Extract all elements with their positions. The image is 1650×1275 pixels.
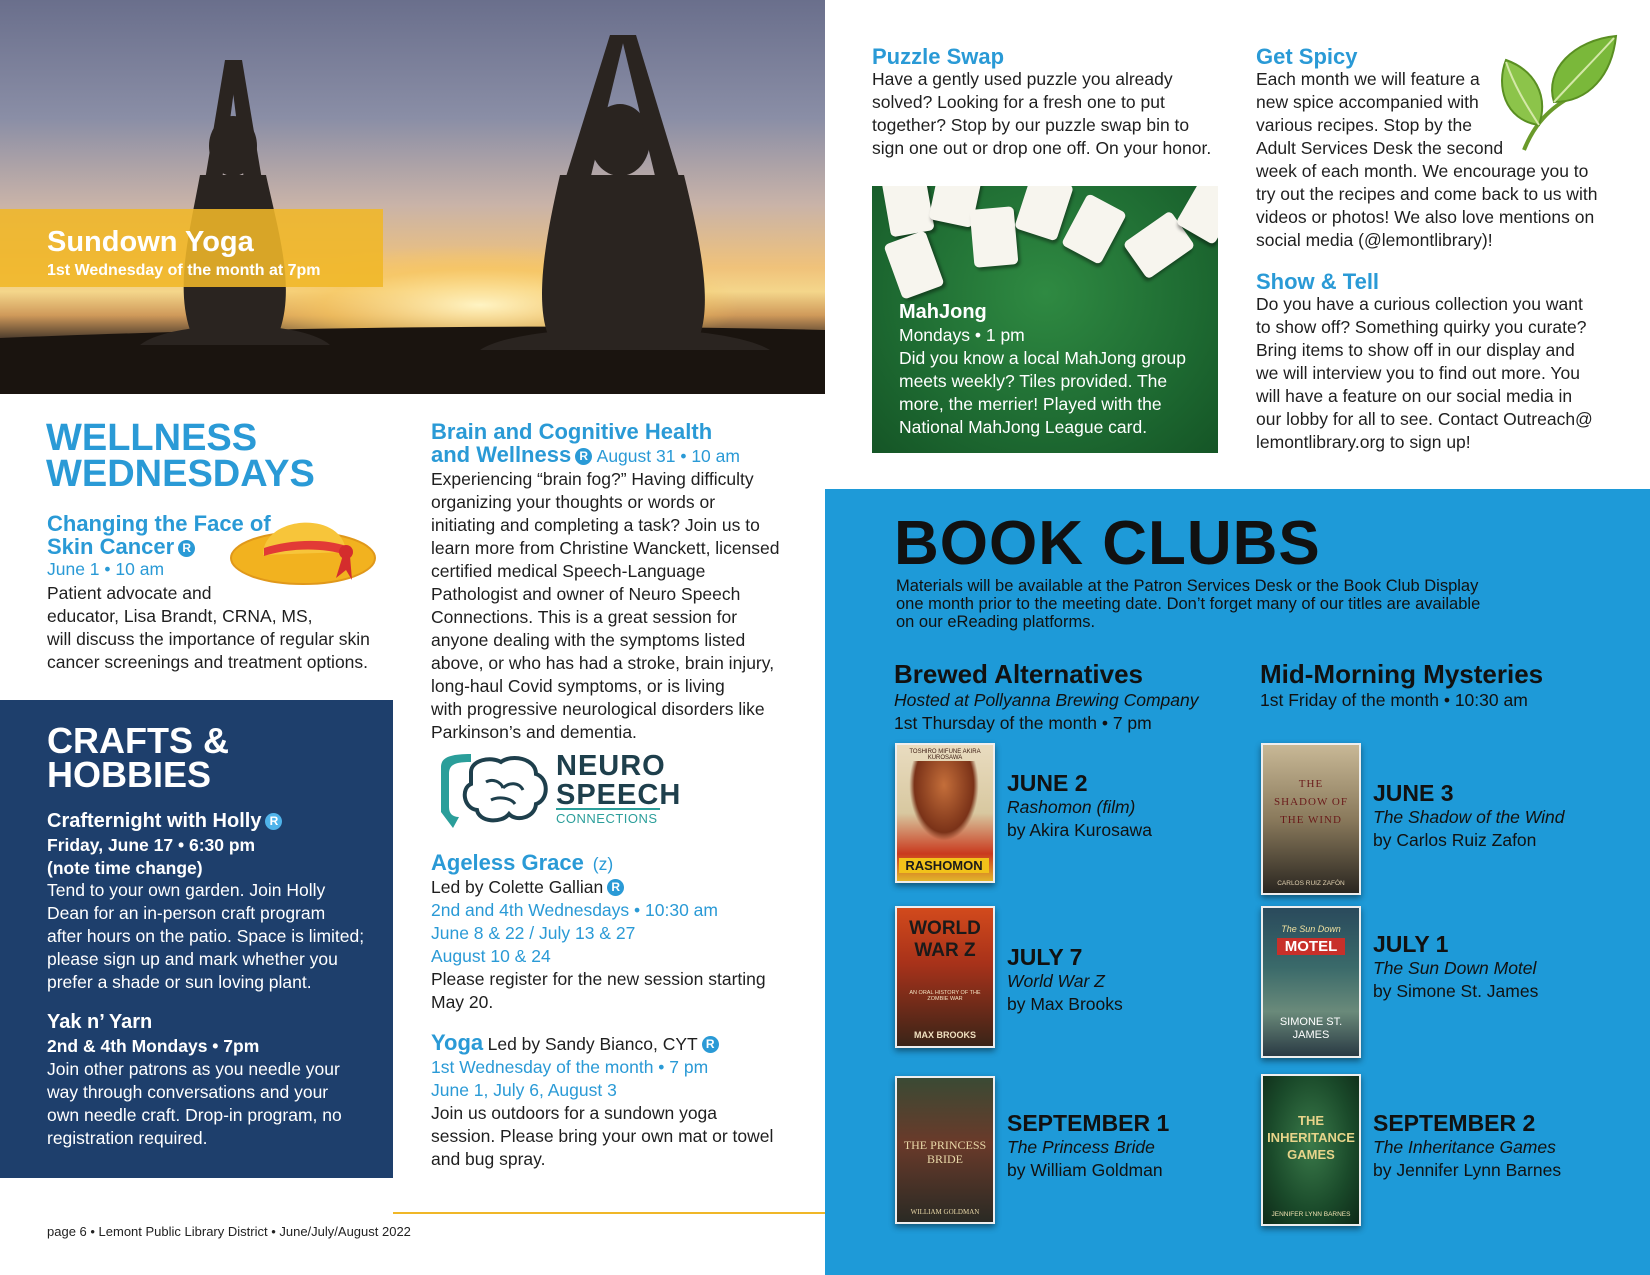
book-author: by William Goldman [1007,1160,1163,1180]
yak-yarn-body-line: way through conversations and your [47,1082,329,1102]
skin-cancer-body-line: Patient advocate and [47,583,212,603]
book-cover-sun-down-motel [1261,906,1361,1058]
yak-yarn-date: 2nd & 4th Mondays • 7pm [47,1036,260,1056]
book-clubs-panel [825,489,1650,1275]
mahjong-body-line: meets weekly? Tiles provided. The [899,371,1168,391]
ageless-grace-title: Ageless Grace [431,850,584,875]
yoga-title: Yoga [431,1030,484,1055]
brain-body-line: anyone dealing with the symptoms listed [431,630,746,650]
cover-title-text: RASHOMON [899,858,989,873]
yoga-silhouette-illustration [0,0,825,394]
puzzle-swap-title: Puzzle Swap [872,44,1005,69]
brain-body-line: Experiencing “brain fog?” Having difficulty [431,469,754,489]
book-clubs-intro-line: Materials will be available at the Patron Services Desk or the Book Club Display [896,577,1479,595]
footer-text: page 6 • Lemont Public Library District • June/July/August 2022 [47,1224,411,1239]
yak-yarn-event [47,1010,387,1150]
brain-title-line1: Brain and Cognitive Health [431,419,713,444]
book-title: The Princess Bride [1007,1137,1155,1157]
ageless-grace-schedule-line: June 8 & 22 / July 13 & 27 [431,923,636,943]
brain-body-line: initiating and completing a task? Join us to [431,515,760,535]
cover-bottom-text: WILLIAM GOLDMAN [910,1208,980,1216]
book-month: SEPTEMBER 1 [1007,1110,1170,1136]
mahjong-tile-icon [1061,193,1127,265]
get-spicy-body-line: new spice accompanied with [1256,92,1479,112]
footer-rule [393,1212,825,1214]
brain-body-line: long-haul Covid symptoms, or is living [431,676,725,696]
crafternight-event [47,810,387,994]
brain-health-event [431,420,791,468]
book-title: The Sun Down Motel [1373,958,1537,978]
show-tell-body-line: will have a feature on our social media in [1256,386,1573,406]
neuro-speech-logo-text [556,752,681,810]
hero-subtitle: 1st Wednesday of the month at 7pm [47,262,321,279]
puzzle-swap-body-line: together? Stop by our puzzle swap bin to [872,115,1190,135]
brain-body-line: above, or who has had a stroke, brain injury, [431,653,775,673]
ageless-grace-body-line: Please register for the new session starting [431,969,766,989]
get-spicy-body-line: Each month we will feature a [1256,69,1480,89]
book-entry-inheritance-games [1373,1110,1561,1182]
mahjong-tile-icon [1014,186,1074,241]
neuro-logo-line2: SPEECH [556,779,682,811]
neuro-logo-line3: CONNECTIONS [556,808,660,826]
brain-body-line: learn more from Christine Wanckett, licensed [431,538,780,558]
mid-morning-mysteries-title: Mid-Morning Mysteries [1260,659,1544,689]
book-month: JULY 1 [1373,931,1449,957]
show-tell-body-line: to show off? Something quirky you curate? [1256,317,1587,337]
skin-cancer-body-line: educator, Lisa Brandt, CRNA, MS, [47,606,313,626]
show-tell-body-line: Bring items to show off in our display and [1256,340,1575,360]
cover-top-text: The Sun Down [1281,924,1341,934]
brewed-alternatives-hosted: Hosted at Pollyanna Brewing Company [894,690,1199,710]
cover-top-text: AN ORAL HISTORY OF THE ZOMBIE WAR [909,990,981,1002]
yoga-body-line: Join us outdoors for a sundown yoga [431,1103,718,1123]
crafternight-note: (note time change) [47,858,203,878]
mahjong-body-line: more, the merrier! Played with the [899,394,1162,414]
yak-yarn-body-line: registration required. [47,1128,208,1148]
book-author: by Simone St. James [1373,981,1539,1001]
mid-morning-mysteries-schedule: 1st Friday of the month • 10:30 am [1260,690,1528,710]
book-title: World War Z [1007,971,1105,991]
yoga-hero-image [0,0,825,394]
mahjong-body-line: Did you know a local MahJong group [899,348,1186,368]
brain-title-line2: and Wellness [431,442,572,467]
brain-date: August 31 • 10 am [596,446,740,466]
cover-illustration [909,761,979,841]
book-entry-sun-down-motel [1373,931,1538,1003]
yak-yarn-title: Yak n’ Yarn [47,1011,153,1033]
neuro-speech-brain-logo [431,752,551,828]
crafternight-date: Friday, June 17 • 6:30 pm [47,835,256,855]
yoga-body-line: session. Please bring your own mat or towel [431,1126,774,1146]
mahjong-panel [872,186,1218,453]
yoga-led-by: Led by Sandy Bianco, CYT [487,1034,698,1054]
crafts-heading-line2: HOBBIES [47,754,212,795]
cover-title-text: WORLD WAR Z [909,918,981,961]
crafternight-body-line: Tend to your own garden. Join Holly [47,880,326,900]
mahjong-tile-icon [883,230,944,300]
book-entry-shadow-of-the-wind [1373,780,1564,852]
crafts-hobbies-panel [0,700,393,1178]
brain-body-line: with progressive neurological disorders like [431,699,765,719]
cover-title-text: THE PRINCESS BRIDE [903,1138,987,1166]
book-month: SEPTEMBER 2 [1373,1110,1536,1136]
crafternight-title: Crafternight with Holly [47,810,262,832]
wellness-heading-line1: WELLNESS [46,417,258,459]
puzzle-swap-body-line: Have a gently used puzzle you already [872,69,1173,89]
brain-body-line: certified medical Speech-Language [431,561,706,581]
brain-body-line: Parkinson’s and dementia. [431,722,637,742]
ageless-grace-led-by: Led by Colette Gallian [431,877,604,897]
book-month: JUNE 2 [1007,770,1088,796]
crafternight-body-line: prefer a shade or sun loving plant. [47,972,312,992]
get-spicy-title: Get Spicy [1256,44,1358,69]
show-tell-event [1256,270,1616,454]
book-month: JULY 7 [1007,944,1083,970]
get-spicy-body-line: week of each month. We encourage you to [1256,161,1589,181]
cover-top-text: TOSHIRO MIFUNE AKIRA KUROSAWA [909,749,981,761]
book-clubs-intro [896,577,1596,631]
book-entry-princess-bride [1007,1110,1169,1182]
brain-body-line: organizing your thoughts or words or [431,492,716,512]
cover-bottom-text: SIMONE ST. JAMES [1279,1016,1343,1041]
registration-required-icon: R [178,540,195,557]
skin-cancer-title-line1: Changing the Face of [47,511,271,536]
book-author: by Akira Kurosawa [1007,820,1152,840]
book-cover-princess-bride [895,1076,995,1224]
registration-required-icon: R [265,813,282,830]
registration-required-icon: R [607,879,624,896]
brain-body [431,468,801,744]
crafternight-body-line: after hours on the patio. Space is limited; [47,926,365,946]
cover-bottom-text: MAX BROOKS [913,1030,976,1040]
book-author: by Carlos Ruiz Zafon [1373,830,1537,850]
ageless-grace-event [431,851,811,1014]
mahjong-title: MahJong [899,301,987,323]
book-title: The Inheritance Games [1373,1137,1556,1157]
book-month: JUNE 3 [1373,780,1454,806]
mahjong-event [899,300,1209,439]
yoga-schedule-line: June 1, July 6, August 3 [431,1080,617,1100]
cover-title-text: THE SHADOW OF THE WIND [1274,778,1348,826]
ageless-grace-title-suffix: (z) [592,854,614,874]
skin-cancer-body-line: will discuss the importance of regular skin [47,629,370,649]
bay-leaf-icon [1494,30,1622,158]
get-spicy-body-line: Adult Services Desk the second [1256,138,1504,158]
mahjong-body-line: National MahJong League card. [899,417,1148,437]
crafts-heading [47,720,229,795]
show-tell-body-line: our lobby for all to see. Contact Outreach@ [1256,409,1593,429]
skin-cancer-date: June 1 • 10 am [47,559,165,579]
book-title: Rashomon (film) [1007,797,1136,817]
yak-yarn-body-line: Join other patrons as you needle your [47,1059,340,1079]
show-tell-body-line: lemontlibrary.org to sign up! [1256,432,1471,452]
show-tell-body-line: Do you have a curious collection you want [1256,294,1583,314]
ageless-grace-schedule-line: 2nd and 4th Wednesdays • 10:30 am [431,900,718,920]
get-spicy-body-line: videos or photos! We also love mentions on [1256,207,1595,227]
brewed-alternatives-title: Brewed Alternatives [894,659,1144,689]
book-entry-world-war-z [1007,944,1123,1016]
get-spicy-body-line: various recipes. Stop by the [1256,115,1472,135]
get-spicy-body-line: social media (@lemontlibrary)! [1256,230,1493,250]
neuro-logo-line1: NEURO [556,750,666,782]
registration-required-icon: R [575,448,592,465]
brewed-alternatives-header [894,659,1244,735]
yoga-event [431,1031,811,1171]
book-title: The Shadow of the Wind [1373,807,1565,827]
book-cover-shadow-of-the-wind [1261,743,1361,895]
mahjong-tile-icon [881,186,934,237]
yoga-body-line: and bug spray. [431,1149,546,1169]
mahjong-date: Mondays • 1 pm [899,325,1025,345]
registration-required-icon: R [702,1036,719,1053]
book-clubs-heading: BOOK CLUBS [894,509,1321,578]
crafternight-body-line: Dean for an in-person craft program [47,903,326,923]
book-author: by Jennifer Lynn Barnes [1373,1160,1562,1180]
cover-bottom-text: CARLOS RUIZ ZAFÓN [1277,880,1345,887]
hero-title: Sundown Yoga [47,226,254,258]
crafternight-body-line: please sign up and mark whether you [47,949,338,969]
cover-bottom-text: JENNIFER LYNN BARNES [1271,1211,1351,1218]
cover-title-text: THE INHERITANCE GAMES [1267,1113,1355,1162]
ageless-grace-body-line: May 20. [431,992,494,1012]
yak-yarn-body-line: own needle craft. Drop-in program, no [47,1105,342,1125]
skin-cancer-title-line2: Skin Cancer [47,534,175,559]
book-entry-rashomon [1007,770,1152,842]
book-clubs-intro-line: on our eReading platforms. [896,613,1096,631]
brain-body-line: Connections. This is a great session for [431,607,738,627]
wellness-heading-line2: WEDNESDAYS [46,453,315,495]
wellness-heading [46,417,315,495]
puzzle-swap-body-line: sign one out or drop one off. On your honor. [872,138,1212,158]
skin-cancer-body [47,582,387,674]
ageless-grace-schedule-line: August 10 & 24 [431,946,551,966]
crafts-heading-line1: CRAFTS & [47,720,229,761]
book-cover-inheritance-games [1261,1074,1361,1226]
mahjong-tile-icon [970,206,1019,268]
show-tell-body-line: we will interview you to find out more. You [1256,363,1580,383]
sun-hat-icon [228,500,378,590]
skin-cancer-body-line: cancer screenings and treatment options. [47,652,369,672]
book-clubs-intro-line: one month prior to the meeting date. Don’t forget many of our titles are available [896,595,1481,613]
mid-morning-mysteries-header [1260,659,1630,712]
brain-body-line: Pathologist and owner of Neuro Speech [431,584,741,604]
puzzle-swap-event [872,45,1222,160]
book-author: by Max Brooks [1007,994,1123,1014]
book-cover-rashomon [895,743,995,883]
puzzle-swap-body-line: solved? Looking for a fresh one to put [872,92,1165,112]
book-cover-world-war-z [895,906,995,1048]
yoga-schedule-line: 1st Wednesday of the month • 7 pm [431,1057,709,1077]
brewed-alternatives-schedule: 1st Thursday of the month • 7 pm [894,713,1152,733]
cover-title-text: MOTEL [1277,938,1345,955]
get-spicy-body-line: try out the recipes and come back to us with [1256,184,1598,204]
show-tell-title: Show & Tell [1256,269,1380,294]
